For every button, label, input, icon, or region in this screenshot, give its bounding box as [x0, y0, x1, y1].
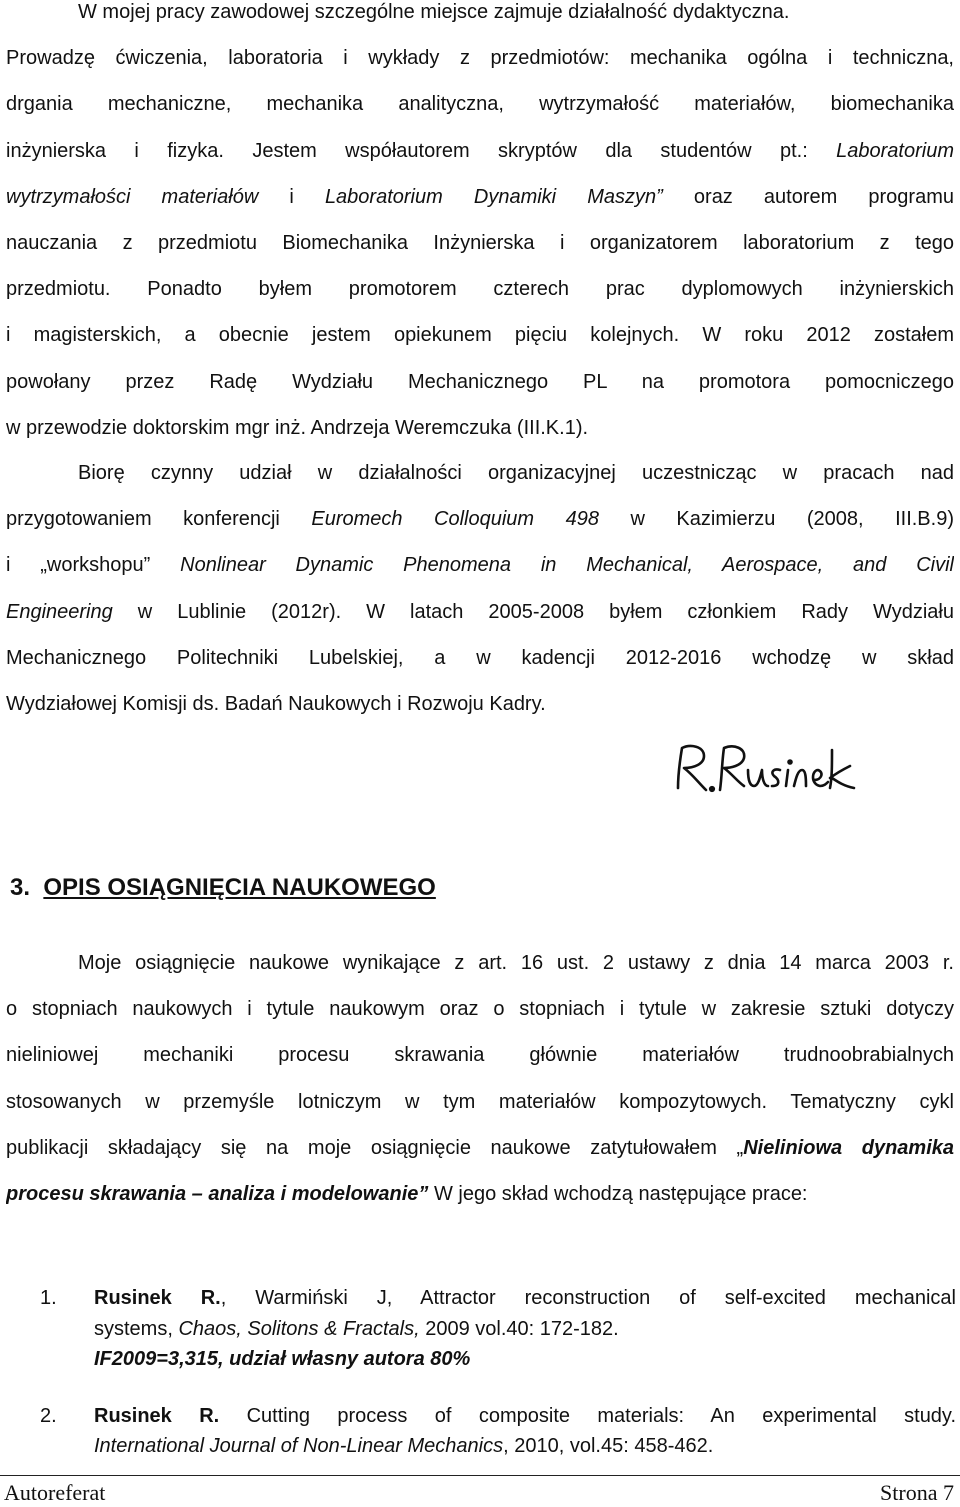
teaching-paragraph — [6, 0, 954, 451]
item-number: 1. — [40, 1287, 57, 1309]
text-line: wytrzymałości materiałów i Laboratorium Dynamiki Maszyn” oraz autorem programu — [6, 185, 954, 208]
text-line: i „workshopu” Nonlinear Dynamic Phenomena in Mechanical, Aerospace, and Civil — [6, 554, 954, 577]
list-item: 1. Rusinek R., Warmiński J, Attractor reconstruction of self-excited mechanical systems, Chaos, Solitons & Fractals, 2009 vol.40: 172-182. IF2009=3,315, udział własny autora 80% — [40, 1283, 956, 1375]
text-line: Moje osiągnięcie naukowe wynikające z art. 16 ust. 2 ustawy z dnia 14 marca 2003 r. — [78, 952, 954, 974]
text-line: Prowadzę ćwiczenia, laboratoria i wykłady z przedmiotów: mechanika ogólna i techniczna, — [6, 47, 954, 70]
text-line: Biorę czynny udział w działalności organizacyjnej uczestnicząc w pracach nad — [78, 462, 954, 484]
text-line: przedmiotu. Ponadto byłem promotorem czterech prac dyplomowych inżynierskich — [6, 278, 954, 301]
text-line: Mechanicznego Politechniki Lubelskiej, a w kadencji 2012-2016 wchodzę w skład — [6, 646, 954, 669]
impact-factor: IF2009=3,315, udział własny autora 80% — [94, 1348, 471, 1370]
text-line: W mojej pracy zawodowej szczególne miejsce zajmuje działalność dydaktyczna. — [78, 1, 790, 23]
handwritten-signature — [664, 740, 864, 804]
text-line: Engineering w Lublinie (2012r). W latach 2005-2008 byłem członkiem Rady Wydziału — [6, 600, 954, 623]
text-line: nauczania z przedmiotu Biomechanika Inżynierska i organizatorem laboratorium z tego — [6, 231, 954, 254]
text-line: o stopniach naukowych i tytule naukowym oraz o stopniach i tytule w zakresie sztuki dotyczy — [6, 998, 954, 1021]
list-item: 2. Rusinek R. Cutting process of composite materials: An experimental study. International Journal of Non-Linear Mechanics, 2010, vol.45: 458-462. — [40, 1401, 956, 1462]
text-line: Wydziałowej Komisji ds. Badań Naukowych i Rozwoju Kadry. — [6, 692, 546, 715]
text-line: i magisterskich, a obecnie jestem opiekunem pięciu kolejnych. W roku 2012 zostałem — [6, 324, 954, 347]
text-line: procesu skrawania – analiza i modelowanie” W jego skład wchodzą następujące prace: — [6, 1182, 808, 1205]
page-number: Strona 7 — [880, 1480, 954, 1505]
section-heading — [10, 874, 436, 902]
text-line: inżynierska i fizyka. Jestem współautorem skryptów dla studentów pt.: Laboratorium — [6, 139, 954, 162]
text-line: przygotowaniem konferencji Euromech Colloquium 498 w Kazimierzu (2008, III.B.9) — [6, 508, 954, 531]
achievement-paragraph — [6, 940, 954, 1217]
footer-divider — [0, 1475, 960, 1476]
item-number: 2. — [40, 1404, 57, 1427]
organization-paragraph — [6, 450, 954, 727]
section-title: OPIS OSIĄGNIĘCIA NAUKOWEGO — [43, 874, 436, 901]
text-line: w przewodzie doktorskim mgr inż. Andrzeja Weremczuka (III.K.1). — [6, 416, 589, 439]
footer-title: Autoreferat — [4, 1480, 106, 1505]
text-line: powołany przez Radę Wydziału Mechanicznego PL na promotora pomocniczego — [6, 370, 954, 393]
text-line: nieliniowej mechaniki procesu skrawania głównie materiałów trudnoobrabialnych — [6, 1044, 954, 1067]
text-line: stosowanych w przemyśle lotniczym w tym materiałów kompozytowych. Tematyczny cykl — [6, 1090, 954, 1113]
section-number: 3. — [10, 874, 31, 901]
text-line: publikacji składający się na moje osiągnięcie naukowe zatytułowałem „Nieliniowa dynamika — [6, 1136, 954, 1159]
publication-list — [40, 1283, 956, 1462]
text-line: drgania mechaniczne, mechanika analityczna, wytrzymałość materiałów, biomechanika — [6, 93, 954, 116]
